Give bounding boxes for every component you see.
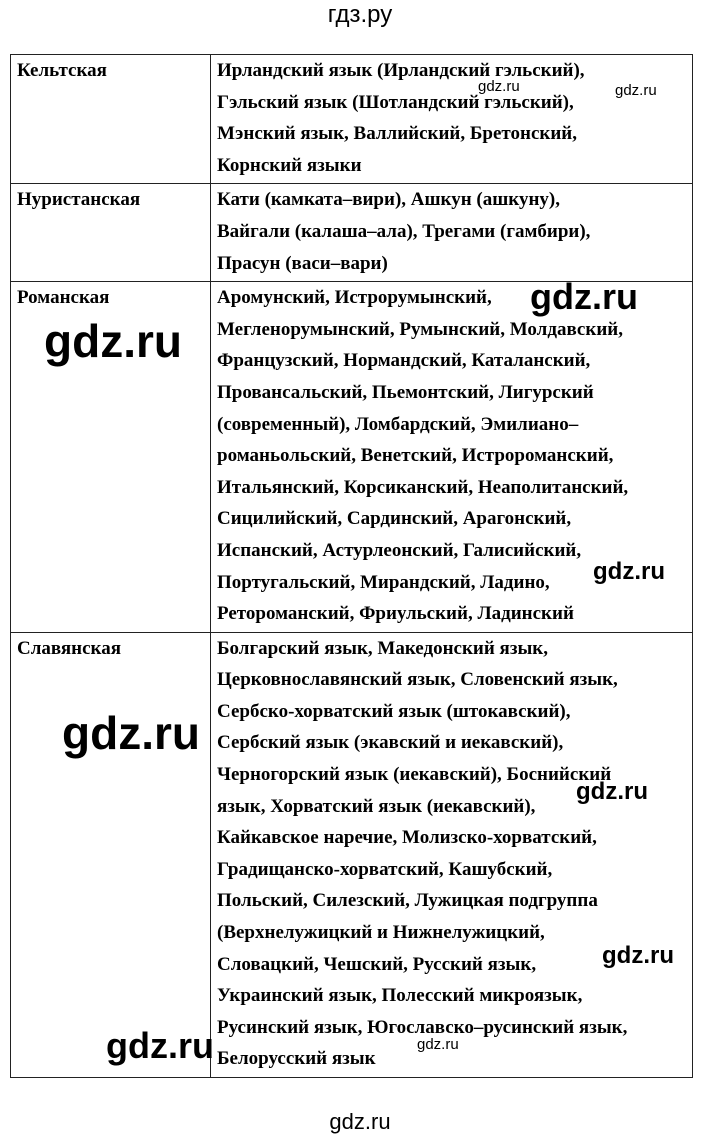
- site-title: гдз.ру: [327, 1, 393, 28]
- page-header: [0, 0, 720, 40]
- family-cell: Романская: [11, 282, 211, 633]
- watermark: gdz.ru: [602, 942, 674, 969]
- table-row: [11, 184, 693, 282]
- watermark: gdz.ru: [593, 558, 665, 585]
- watermark: gdz.ru: [106, 1025, 214, 1066]
- watermark: gdz.ru: [44, 315, 182, 367]
- watermark: gdz.ru: [576, 778, 648, 805]
- watermark: gdz.ru: [615, 82, 657, 99]
- footer-watermark: gdz.ru: [329, 1109, 391, 1134]
- languages-cell: Кати (камката–вири), Ашкун (ашкуну), Вайгали (калаша–ала), Трегами (гамбири), Прасун (васи–вари): [211, 184, 693, 282]
- watermark: gdz.ru: [530, 276, 638, 317]
- table-row: [11, 55, 693, 184]
- page-footer: [0, 1108, 720, 1136]
- watermark: gdz.ru: [62, 707, 200, 759]
- watermark: gdz.ru: [417, 1036, 459, 1053]
- family-cell: Славянская: [11, 632, 211, 1077]
- table-row: [11, 632, 693, 1077]
- watermark: gdz.ru: [478, 78, 520, 95]
- language-families-table: [10, 54, 693, 1078]
- family-cell: Кельтская: [11, 55, 211, 184]
- languages-cell: Болгарский язык, Македонский язык, Церковнославянский язык, Словенский язык, Сербско-хорватский язык (штокавский), Сербский язык (экавский и иекавский), Черногорский язык (иекавский), Боснийский язык, Хорватский язык (иекавский), Кайкавское наречие, Молизско-хорватский, Градищанско-хорватский, Кашубский, Польский, Силезский, Лужицкая подгруппа (Верхнелужицкий и Нижнелужицкий, Словацкий, Чешский, Русский язык, Украинский язык, Полесский микроязык, Русинский язык, Югославско–русинский язык, Белорусский язык: [211, 632, 693, 1077]
- family-cell: Нуристанская: [11, 184, 211, 282]
- languages-cell: Аромунский, Истрорумынский, Мегленорумынский, Румынский, Молдавский, Французский, Нормандский, Каталанский, Провансальский, Пьемонтский, Лигурский (современный), Ломбардский, Эмилиано– романьольский, Венетский, Истророманский, Итальянский, Корсиканский, Неаполитанский, Сицилийский, Сардинский, Арагонский, Испанский, Астурлеонский, Галисийский, Португальский, Мирандский, Ладино, Ретороманский, Фриульский, Ладинский: [211, 282, 693, 633]
- languages-cell: Ирландский язык (Ирландский гэльский), Гэльский язык (Шотландский гэльский), Мэнский язык, Валлийский, Бретонский, Корнский языки: [211, 55, 693, 184]
